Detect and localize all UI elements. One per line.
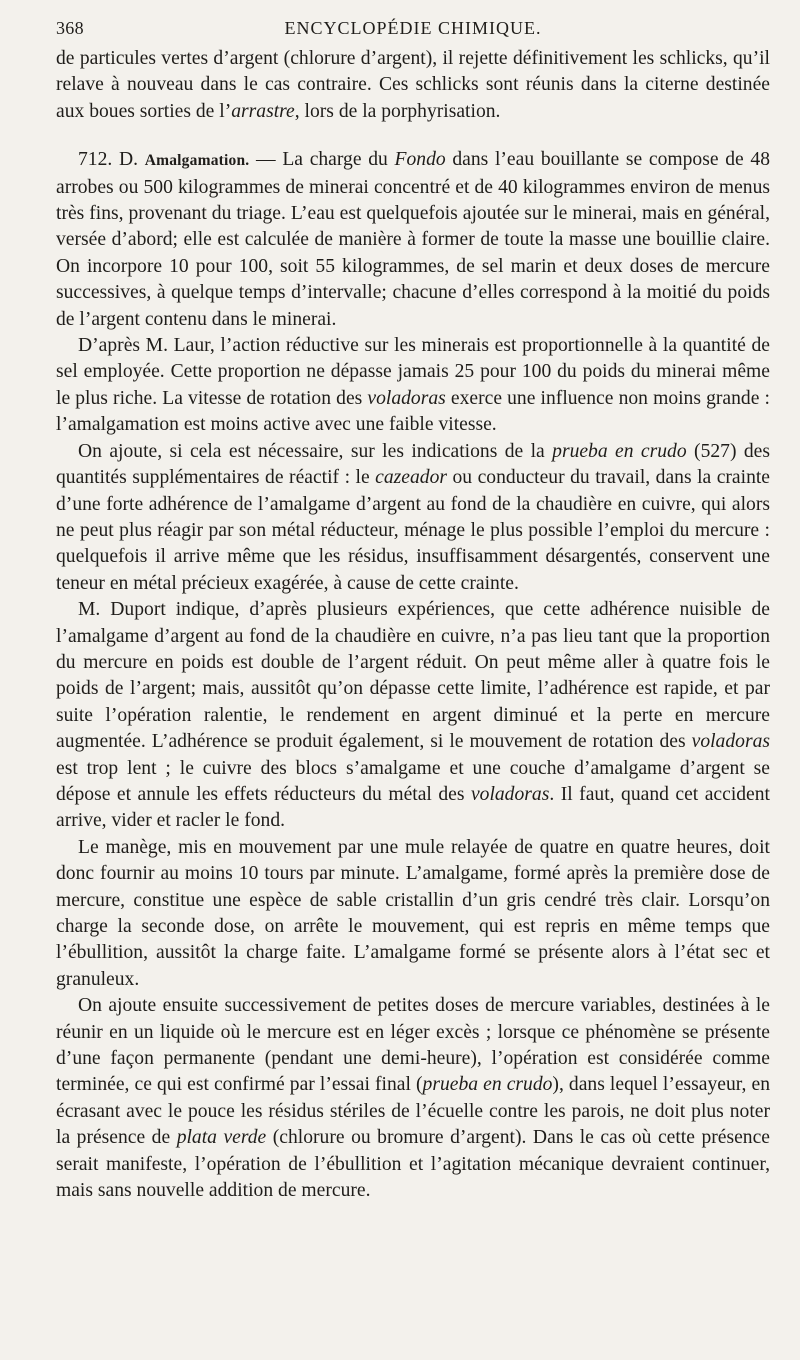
page-number: 368	[56, 18, 84, 38]
body-text	[56, 46, 770, 1204]
paragraph-reactif: On ajoute, si cela est nécessaire, sur les indications de la prueba en crudo (527) des quantités supplémentaires de réactif : le cazeador ou conducteur du travail, dans la crainte d’une forte adhérence de l’amalgame d’argent au fond de la chaudière en cuivre, qui alors ne peut plus réagir par son métal réducteur, ménage le plus possible l’emploi du mercure : quelquefois il arrive même que les résidus, insuffisamment désargentés, conservent une teneur en métal précieux exagérée, à cause de cette crainte.	[56, 440, 771, 594]
paragraph-continuation: de particules vertes d’argent (chlorure d’argent), il rejette définitivement les schlicks, qu’il relave à nouveau dans le cas contraire. Ces schlicks sont réunis dans la citerne destinée aux boues sorties de l’arrastre, lors de la porphyrisation.	[56, 48, 770, 122]
page-header	[56, 18, 770, 46]
running-title: ENCYCLOPÉDIE CHIMIQUE.	[284, 18, 542, 38]
paragraph-duport: M. Duport indique, d’après plusieurs expériences, que cette adhérence nuisible de l’amalgame d’argent au fond de la chaudière en cuivre, n’a pas lieu tant que la proportion du mercure en poids est double de l’argent réduit. On peut même aller à quatre fois le poids de l’argent; mais, aussitôt qu’on dépasse cette limite, l’adhérence est rapide, et par suite l’opération ralentie, le rendement en argent diminué et la perte en mercure augmentée. L’adhérence se produit également, si le mouvement de rotation des voladoras est trop lent ; le cuivre des blocs s’amalgame et une couche d’amalgame d’argent se dépose et annule les effets réducteurs du métal des voladoras. Il faut, quand cet accident arrive, vider et racler le fond.	[56, 599, 770, 832]
section-number: 712. D.	[78, 149, 145, 171]
section-heading: Amalgamation.	[144, 152, 250, 170]
paragraph-manege: Le manège, mis en mouvement par une mule relayée de quatre en quatre heures, doit donc fournir au moins 10 tours par minute. L’amalgame, formé après la première dose de mercure, constitue une espèce de sable cristallin d’un gris cendré très clair. Lorsqu’on charge la seconde dose, on arrête le mouvement, qui est repris en même temps que l’ébullition, aussitôt la charge faite. L’amalgame formé se présente alors à l’état sec et granuleux.	[56, 836, 770, 990]
paragraph-laur: D’après M. Laur, l’action réductive sur les minerais est proportionnelle à la quantité de sel employée. Cette proportion ne dépasse jamais 25 pour 100 du poids du minerai même le plus riche. La vitesse de rotation des voladoras exerce une influence non moins grande : l’amalgamation est moins active avec une faible vitesse.	[56, 335, 770, 436]
paragraph-ajoute: On ajoute ensuite successivement de petites doses de mercure variables, destinées à le réunir en un liquide où le mercure est en léger excès ; lorsque ce phénomène se présente d’une façon permanente (pendant une demi-heure), l’opération est considérée comme terminée, ce qui est confirmé par l’essai final (prueba en crudo), dans lequel l’essayeur, en écrasant avec le pouce les résidus stériles de l’écuelle contre les parois, ne doit plus noter la présence de plata verde (chlorure ou bromure d’argent). Dans le cas où cette présence serait manifeste, l’opération de l’ébullition et l’agitation mécanique devraient continuer, mais sans nouvelle addition de mercure.	[56, 995, 771, 1202]
paragraph-amalgamation: 712. D. Amalgamation. — La charge du Fondo dans l’eau bouillante se compose de 48 arrobes ou 500 kilogrammes de minerai concentré et de 40 kilogrammes environ de menus très fins, provenant du triage. L’eau est quelquefois ajoutée sur le minerai, mais en général, versée d’abord; elle est calculée de manière à former de toute la masse une bouillie claire. On incorpore 10 pour 100, soit 55 kilogrammes, de sel marin et deux doses de mercure successives, à quelque temps d’intervalle; chacune d’elles correspond à la moitié du poids de l’argent contenu dans le minerai.	[56, 149, 770, 330]
